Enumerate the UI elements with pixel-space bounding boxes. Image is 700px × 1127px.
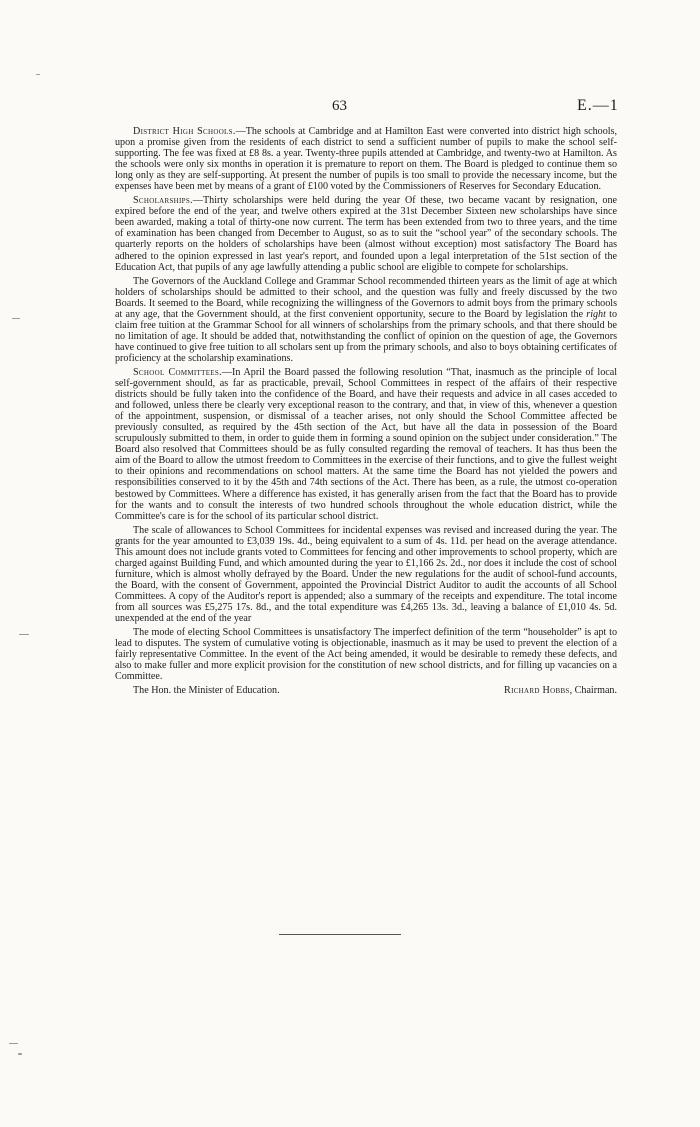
paragraph-scholarships — [115, 195, 617, 272]
paragraph-text: —The schools at Cambridge and at Hamilton East were converted into district high schools, upon a promise given from the residents of each district to send a sufficient number of pupils to make the school self-supporting. The fee was fixed at £8 8s. a year. Twenty-three pupils attended at Cambridge, and twenty-two at Hamilton. As the schools were only six months in operation it is premature to report on them. The Board is pledged to continue them so long only as they are self-supporting. At present the number of pupils is too small to provide the necessary income, but the expenses have been met by means of a grant of £100 voted by the Commissioners of Reserves for Secondary Education. — [115, 126, 617, 193]
paragraph-governors — [115, 276, 617, 364]
paragraph-text: —Thirty scholarships were held during the year Of these, two became vacant by resignation, one expired before the end of the year, and twelve others expired at the 31st December Sixteen new scholarships have since been awarded, making a total of thirty-one now current. The term has been extended from two to three years, and the time of examination has been changed from December to August, so as to suit the “school year” of the secondary schools. The quarterly reports on the holders of scholarships have been (almost without exception) most satisfactory The Board has adhered to the opinion expressed in last year's report, and founded upon a legal interpretation of the 51st section of the Education Act, that pupils of any age lawfully attending a public school are eligible to compete for scholarships. — [115, 195, 617, 273]
paragraph-text: The scale of allowances to School Committees for incidental expenses was revised and increased during the year. The grants for the year amounted to £3,039 19s. 4d., being equivalent to a sum of 4s. 11d. per head on the average attendance. This amount does not include grants voted to Committees for fencing and other improvements to school property, which are charged against Building Fund, and which amounted during the year to £1,166 2s. 2d., nor does it include the cost of school furniture, which is almost wholly defrayed by the Board. Under the new regulations for the audit of school-fund accounts, the Board, with the consent of Government, appointed the Provincial District Auditor to audit the accounts of all School Committees. A copy of the Auditor's report is appended; also a summary of the receipts and expenditure. The total income from all sources was £5,275 17s. 8d., and the total expenditure was £4,265 13s. 3d., leaving a balance of £1,010 4s. 5d. unexpended at the end of the year — [115, 524, 617, 625]
signatory-name: Richard Hobbs — [504, 685, 570, 697]
section-heading: Scholarships. — [133, 195, 193, 207]
scan-mark — [12, 318, 20, 319]
scan-mark — [36, 74, 40, 75]
section-heading: School Committees. — [133, 366, 222, 378]
scan-mark — [9, 1043, 18, 1044]
page-number: 63 — [332, 98, 347, 114]
paragraph-text: to claim free tuition at the Grammar School for all winners of scholarships from the primary schools, and that there should be no limitation of age. It should be added that, notwithstanding the conflict of opinion on the question of age, the Governors have continued to give free tuition to all scholars sent up from the primary schools, and also to boys obtaining certificates of proficiency at the scholarship examinations. — [115, 308, 617, 364]
signature-row — [115, 685, 617, 696]
scan-mark — [19, 634, 29, 635]
paragraph-school-committees — [115, 367, 617, 522]
paragraph-text: —In April the Board passed the following resolution “That, inasmuch as the principle of local self-government should, as far as practicable, prevail, School Committees in respect of the affairs of their respective districts should be fully taken into the confidence of the Board, and have their requests and advice in all cases acceded to and followed, unless there be clearly very exceptional reason to the contrary, and that, in view of this, whenever a question of the appointment, suspension, or dismissal of a teacher arises, not only should the School Committee affected be previously consulted, as required by the 45th section of the Act, but have all the data in possession of the Board scrupulously submitted to them, in order to guide them in forming a sound opinion on the subject under consideration.” The Board also resolved that Committees should be as fully consulted regarding the removal of teachers. It has thus been the aim of the Board to allow the utmost freedom to Committees in the exercise of their functions, and to give the fullest weight to their opinions and recommendations on school matters. At the same time the Board has not yielded the powers and responsibilities conserved to it by the 45th and 74th sections of the Act. There has been, as a rule, the utmost co-operation bestowed by Committees. Where a difference has existed, it has generally arisen from the fact that the Board has to provide for the wants and to consult the interests of two hundred schools throughout the whole education district, while the Committee's care is for the school of its particular school district. — [115, 366, 618, 522]
paragraph-allowances — [115, 525, 617, 624]
page-reference: E.—1 — [577, 97, 619, 114]
divider — [279, 934, 401, 935]
paragraph-text: The Governors of the Auckland College and Grammar School recommended thirteen years as the limit of age at which holders of scholarships should be admitted to their school, and the question was fully and freely discussed by the two Boards. It seemed to the Board, while recognizing the willingness of the Governors to admit boys from the primary schools at any age, that the Government should, at the first convenient opportunity, secure to the Board by legislation the — [115, 275, 617, 320]
paragraph-electing — [115, 627, 617, 682]
paragraph-text: The mode of electing School Committees is unsatisfactory The imperfect definition of the term “householder” is apt to lead to disputes. The system of cumulative voting is objectionable, inasmuch as it may be used to prevent the election of a fairly representative Committee. In the event of the Act being amended, it would be desirable to remedy these defects, and also to make fuller and more explicit provision for the constitution of new school districts, and for filling up vacancies on a Committee. — [115, 627, 617, 683]
addressee: The Hon. the Minister of Education. — [133, 685, 280, 697]
scan-mark — [18, 1053, 22, 1055]
section-heading: District High Schools. — [133, 126, 236, 137]
signature — [504, 685, 617, 696]
signatory-title: , Chairman. — [569, 685, 617, 697]
paragraph-district-high-schools — [115, 126, 617, 192]
page-body — [115, 126, 617, 696]
emphasis-text: right — [586, 308, 606, 320]
